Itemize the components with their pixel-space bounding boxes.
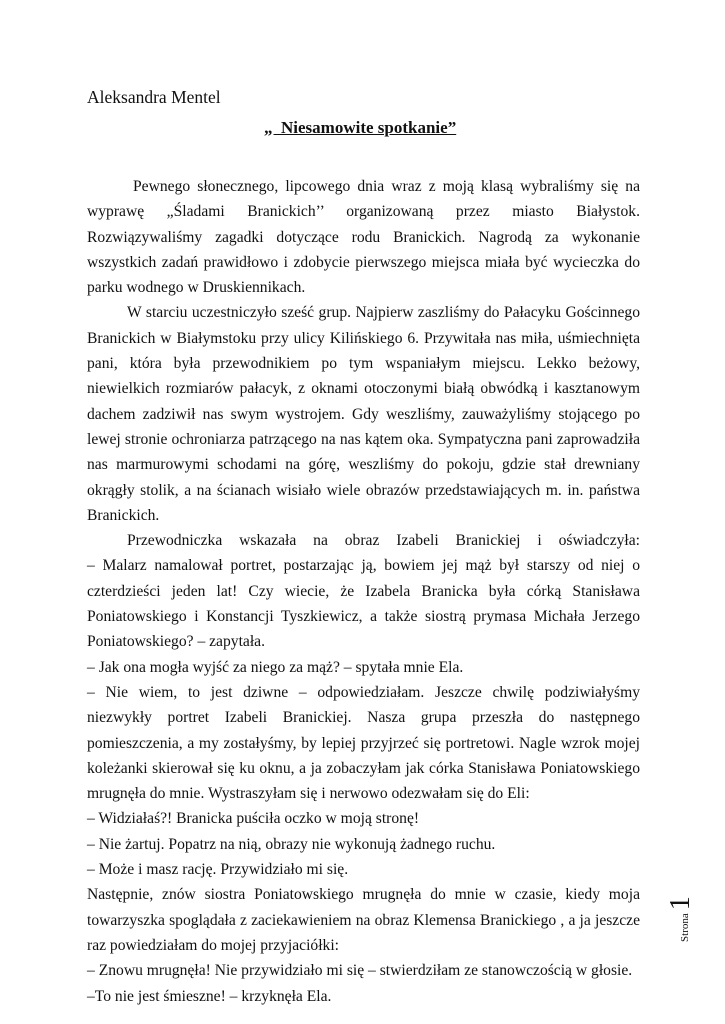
author-name: Aleksandra Mentel <box>87 87 221 107</box>
page-number-footer <box>666 872 696 942</box>
paragraph: W starciu uczestniczyło sześć grup. Najpierw zaszliśmy do Pałacyku Gościnnego Branickich w Białymstoku przy ulicy Kilińskiego 6. Przywitała nas miła, uśmiechnięta pani, która była przewodnikiem po tym wspaniałym miejscu. Lekko beżowy, niewielkich rozmiarów pałacyk, z oknami otoczonymi białą obwódką i kasztanowym dachem zadziwił nas swym wystrojem. Gdy weszliśmy, zauważyliśmy stojącego po lewej stronie ochroniarza patrzącego na nas kątem oka. Sympatyczna pani zaprowadziła nas marmurowymi schodami na górę, weszliśmy do pokoju, gdzie stał drewniany okrągły stolik, a na ścianach wisiało wiele obrazów przedstawiających m. in. państwa Branickich. <box>87 304 640 524</box>
page-label: Strona <box>679 913 691 942</box>
story-body <box>87 174 640 1009</box>
dialogue-line: – Może i masz rację. Przywidziało mi się. <box>87 861 349 879</box>
story-title: „ Niesamowite spotkanie” <box>264 118 457 137</box>
dialogue-line: – Widziałaś?! Branicka puściła oczko w moją stronę! <box>87 810 420 828</box>
dialogue-line: – Nie żartuj. Popatrz na nią, obrazy nie wykonują żadnego ruchu. <box>87 835 496 853</box>
dialogue-line: – Nie wiem, to jest dziwne – odpowiedziałam. Jeszcze chwilę podziwiałyśmy niezwykły portret Izabeli Branickiej. Nasza grupa przeszła do następnego pomieszczenia, a my zostałyśmy, by lepiej przyjrzeć się portretowi. Nagle wzrok mojej koleżanki skierował się ku oknu, a ja zobaczyłam jak córka Stanisława Poniatowskiego mrugnęła do mnie. Wystraszyłam się i nerwowo odezwałam się do Eli: <box>87 683 640 803</box>
dialogue-line: –To nie jest śmieszne! – krzyknęła Ela. <box>87 987 332 1005</box>
paragraph: Następnie, znów siostra Poniatowskiego mrugnęła do mnie w czasie, kiedy moja towarzyszka spoglądała z zaciekawieniem na obraz Klemensa Branickiego , a ja jeszcze raz powiedziałam do mojej przyjaciółki: <box>87 886 640 954</box>
dialogue-line: – Znowu mrugnęła! Nie przywidziało mi się – stwierdziłam ze stanowczością w głosie. <box>87 962 633 980</box>
page-number: 1 <box>665 896 696 911</box>
paragraph: Przewodniczka wskazała na obraz Izabeli Branickiej i oświadczyła: <box>127 532 640 550</box>
paragraph: Pewnego słonecznego, lipcowego dnia wraz z moją klasą wybraliśmy się na wyprawę „Śladami Branickich’’ organizowaną przez miasto Białystok. Rozwiązywaliśmy zagadki dotyczące rodu Branickich. Nagrodą za wykonanie wszystkich zadań prawidłowo i zdobycie pierwszego miejsca miała być wycieczka do parku wodnego w Druskiennikach. <box>87 178 640 297</box>
dialogue-line: – Jak ona mogła wyjść za niego za mąż? – spytała mnie Ela. <box>87 658 464 676</box>
dialogue-line: – Malarz namalował portret, postarzając ją, bowiem jej mąż był starszy od niej o czterdzieści jeden lat! Czy wiecie, że Izabela Branicka była córką Stanisława Poniatowskiego i Konstancji Tyszkiewicz, a także siostrą prymasa Michała Jerzego Poniatowskiego? – zapytała. <box>87 557 640 651</box>
